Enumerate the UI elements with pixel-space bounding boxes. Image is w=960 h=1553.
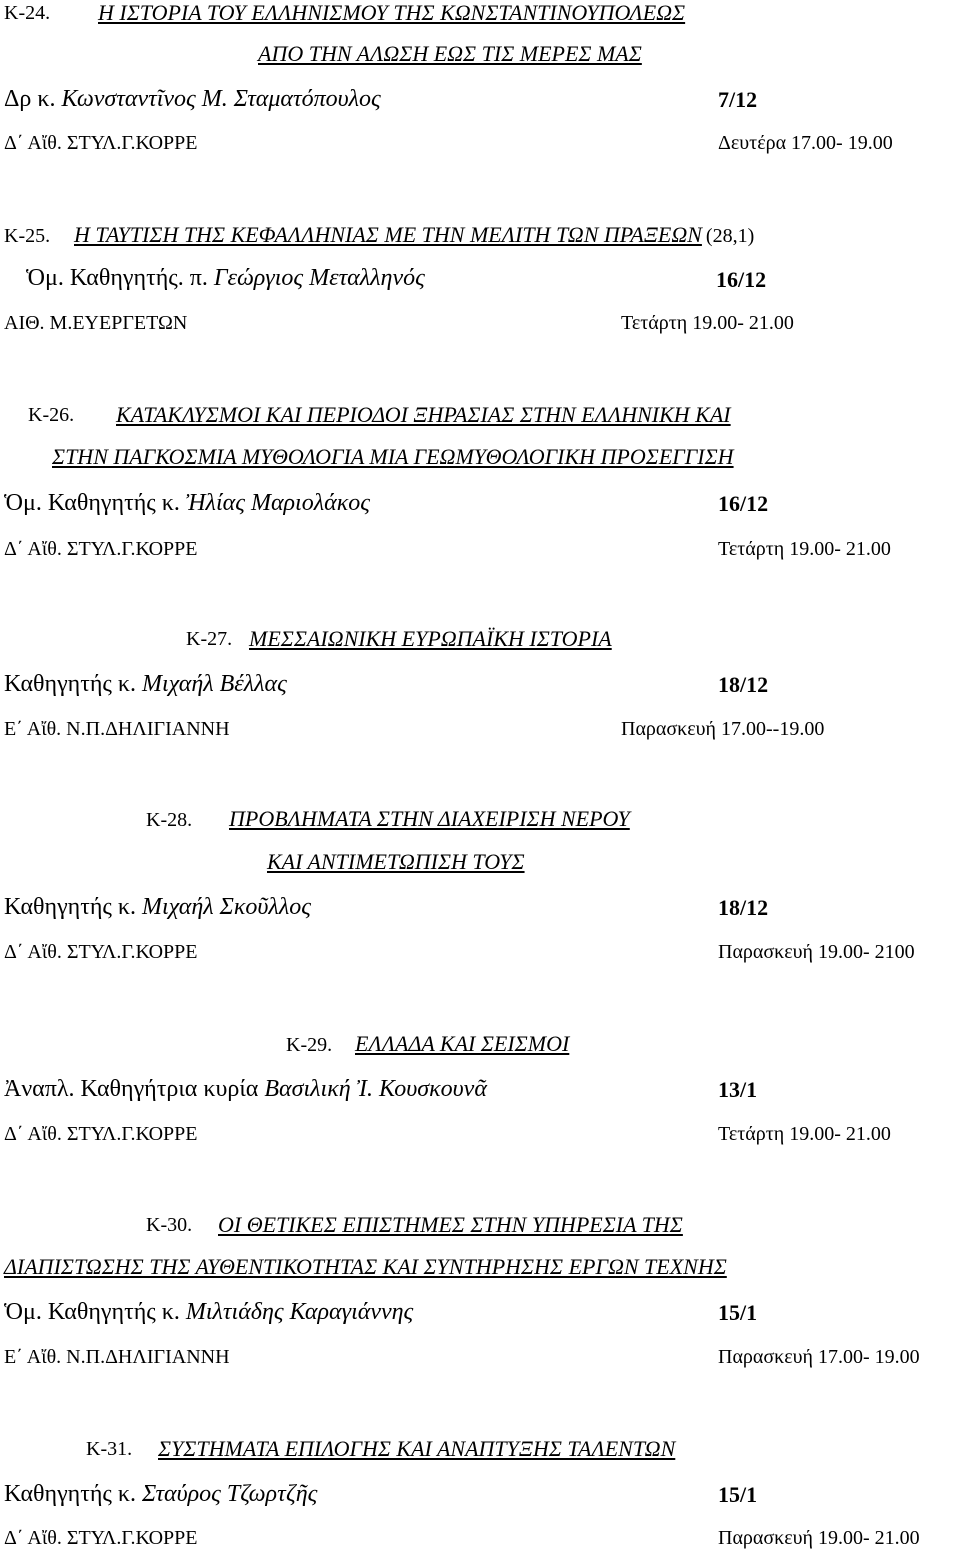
course-schedule: Παρασκευή 19.00- 21.00 (718, 1527, 920, 1549)
course-date: 13/1 (718, 1077, 758, 1102)
course-schedule: Παρασκευή 19.00- 2100 (718, 941, 915, 963)
speaker-prefix: Ὁμ. Καθηγητής κ. (4, 1299, 180, 1325)
course-title-line-2: ΔΙΑΠΙΣΤΩΣΗΣ ΤΗΣ ΑΥΘΕΝΤΙΚΟΤΗΤΑΣ ΚΑΙ ΣΥΝΤΗΡΗΣΗΣ ΕΡΓΩΝ ΤΕΧΝΗΣ (4, 1254, 727, 1279)
course-code: Κ-27. (186, 628, 233, 650)
course-speaker (4, 491, 370, 515)
course-speaker (4, 1300, 413, 1324)
speaker-name: Κωνσταντῖνος Μ. Σταματόπουλος (61, 86, 381, 112)
speaker-prefix: Καθηγητής κ. (4, 1481, 137, 1507)
course-title-line-2: ΑΠΟ ΤΗΝ ΑΛΩΣΗ ΕΩΣ ΤΙΣ ΜΕΡΕΣ ΜΑΣ (258, 41, 642, 66)
course-title-line-1: ΚΑΤΑΚΛΥΣΜΟΙ ΚΑΙ ΠΕΡΙΟΔΟΙ ΞΗΡΑΣΙΑΣ ΣΤΗΝ ΕΛΛΗΝΙΚΗ ΚΑΙ (116, 402, 731, 427)
course-schedule: Δευτέρα 17.00- 19.00 (718, 132, 893, 154)
course-date: 16/12 (718, 491, 769, 516)
course-title-line-2: ΣΤΗΝ ΠΑΓΚΟΣΜΙΑ ΜΥΘΟΛΟΓΙΑ ΜΙΑ ΓΕΩΜΥΘΟΛΟΓΙΚΗ ΠΡΟΣΕΓΓΙΣΗ (52, 444, 734, 469)
course-speaker (4, 1482, 317, 1506)
speaker-name: Μιχαήλ Σκοῦλλος (142, 894, 311, 920)
course-date: 18/12 (718, 895, 769, 920)
course-title-suffix: (28,1) (705, 225, 755, 247)
course-title-line-1: Η ΤΑΥΤΙΣΗ ΤΗΣ ΚΕΦΑΛΛΗΝΙΑΣ ΜΕ ΤΗΝ ΜΕΛΙΤΗ ΤΩΝ ΠΡΑΞΕΩΝ (74, 222, 702, 247)
speaker-name: Ἠλίας Μαριολάκος (185, 490, 370, 516)
course-speaker (26, 266, 425, 290)
course-code: Κ-31. (86, 1438, 133, 1460)
course-date: 18/12 (718, 672, 769, 697)
course-venue: Δ΄ Αἴθ. ΣΤΥΛ.Γ.ΚΟΡΡΕ (4, 1527, 198, 1549)
course-code: Κ-26. (28, 404, 75, 426)
course-schedule: Τετάρτη 19.00- 21.00 (718, 1123, 891, 1145)
speaker-prefix: Ἀναπλ. Καθηγήτρια κυρία (4, 1076, 259, 1102)
course-code: Κ-28. (146, 809, 193, 831)
course-venue: Δ΄ Αἴθ. ΣΤΥΛ.Γ.ΚΟΡΡΕ (4, 941, 198, 963)
course-speaker (4, 672, 287, 696)
course-title-line-1: ΠΡΟΒΛΗΜΑΤΑ ΣΤΗΝ ΔΙΑΧΕΙΡΙΣΗ ΝΕΡΟΥ (229, 806, 630, 831)
speaker-name: Σταύρος Τζωρτζῆς (142, 1481, 318, 1507)
course-venue: Δ΄ Αἴθ. ΣΤΥΛ.Γ.ΚΟΡΡΕ (4, 1123, 198, 1145)
course-title-line-1: ΣΥΣΤΗΜΑΤΑ ΕΠΙΛΟΓΗΣ ΚΑΙ ΑΝΑΠΤΥΞΗΣ ΤΑΛΕΝΤΩΝ (158, 1436, 676, 1461)
speaker-name: Βασιλική Ἰ. Κουσκουνᾶ (264, 1076, 487, 1102)
course-speaker (4, 1077, 487, 1101)
speaker-prefix: Δρ κ. (4, 86, 56, 112)
course-venue: Ε΄ Αἴθ. Ν.Π.ΔΗΛΙΓΙΑΝΝΗ (4, 718, 230, 740)
course-venue: ΑΙΘ. Μ.ΕΥΕΡΓΕΤΩΝ (4, 312, 188, 334)
course-schedule: Παρασκευή 17.00- 19.00 (718, 1346, 920, 1368)
course-schedule: Τετάρτη 19.00- 21.00 (621, 312, 794, 334)
course-title-line-1: Η ΙΣΤΟΡΙΑ ΤΟΥ ΕΛΛΗΝΙΣΜΟΥ ΤΗΣ ΚΩΝΣΤΑΝΤΙΝΟΥΠΟΛΕΩΣ (98, 0, 686, 25)
speaker-name: Μιλτιάδης Καραγιάννης (185, 1299, 414, 1325)
course-schedule: Παρασκευή 17.00--19.00 (621, 718, 825, 740)
speaker-name: Μιχαήλ Βέλλας (142, 671, 287, 697)
course-code: Κ-25. (4, 225, 51, 247)
course-code: Κ-29. (286, 1034, 333, 1056)
course-date: 15/1 (718, 1482, 758, 1507)
course-title-line-1: ΟΙ ΘΕΤΙΚΕΣ ΕΠΙΣΤΗΜΕΣ ΣΤΗΝ ΥΠΗΡΕΣΙΑ ΤΗΣ (218, 1212, 683, 1237)
course-title-line-1: ΜΕΣΣΑΙΩΝΙΚΗ ΕΥΡΩΠΑΪΚΗ ΙΣΤΟΡΙΑ (249, 626, 612, 651)
course-date: 16/12 (716, 267, 767, 292)
speaker-prefix: Καθηγητής κ. (4, 894, 137, 920)
speaker-prefix: Καθηγητής κ. (4, 671, 137, 697)
course-code: Κ-30. (146, 1214, 193, 1236)
course-venue: Δ΄ Αἴθ. ΣΤΥΛ.Γ.ΚΟΡΡΕ (4, 132, 198, 154)
course-date: 15/1 (718, 1300, 758, 1325)
speaker-prefix: Ὁμ. Καθηγητής. π. (26, 265, 208, 291)
course-code: Κ-24. (4, 2, 51, 24)
course-title-line-1: ΕΛΛΑΔΑ ΚΑΙ ΣΕΙΣΜΟΙ (355, 1031, 570, 1056)
course-title-row (74, 224, 754, 246)
course-date: 7/12 (718, 87, 758, 112)
course-venue: Ε΄ Αἴθ. Ν.Π.ΔΗΛΙΓΙΑΝΝΗ (4, 1346, 230, 1368)
course-title-line-2: ΚΑΙ ΑΝΤΙΜΕΤΩΠΙΣΗ ΤΟΥΣ (267, 849, 525, 874)
course-schedule: Τετάρτη 19.00- 21.00 (718, 538, 891, 560)
speaker-prefix: Ὁμ. Καθηγητής κ. (4, 490, 180, 516)
course-speaker (4, 895, 311, 919)
speaker-name: Γεώργιος Μεταλληνός (213, 265, 425, 291)
course-speaker (4, 87, 381, 111)
course-venue: Δ΄ Αἴθ. ΣΤΥΛ.Γ.ΚΟΡΡΕ (4, 538, 198, 560)
